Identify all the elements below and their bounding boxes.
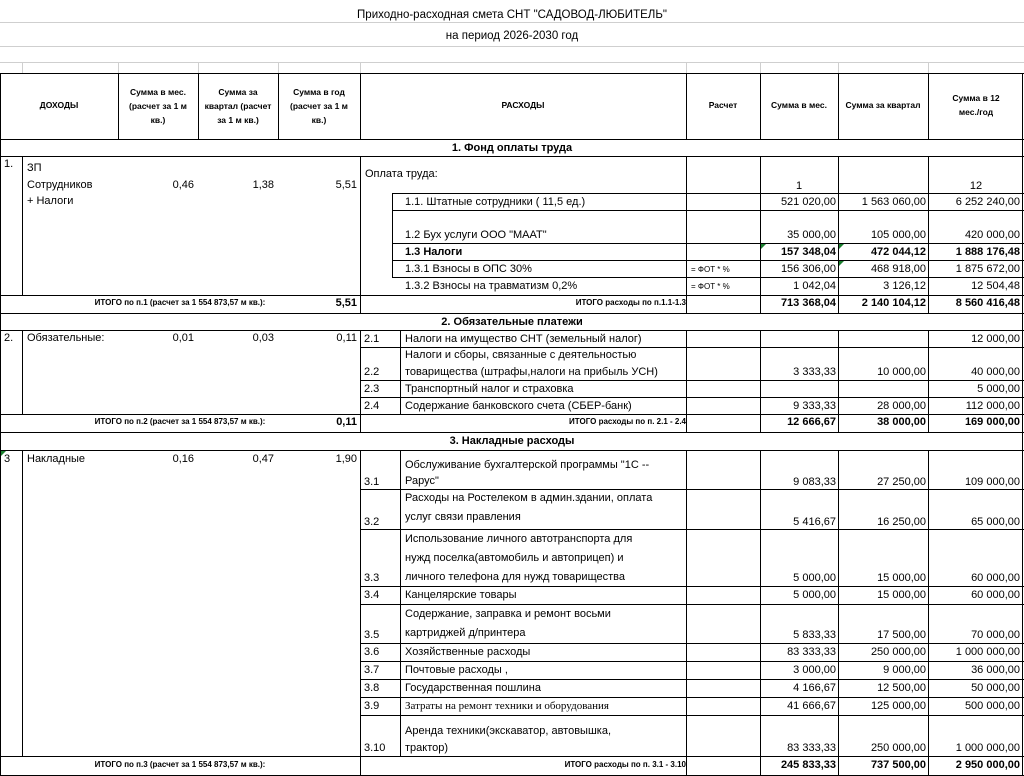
quarter-value: 28 000,00 (877, 400, 926, 412)
item-number: 2.4 (364, 400, 380, 412)
header-exp-year: мес./год (958, 107, 994, 117)
expense-item: Обслуживание бухгалтерской программы "1С -- (405, 459, 650, 471)
year-value: 60 000,00 (971, 572, 1020, 584)
calc-formula: = ФОТ * % (691, 282, 730, 291)
quarter-value: 9 000,00 (883, 664, 926, 676)
quarter-value: 105 000,00 (870, 229, 926, 241)
month-value: 1 042,04 (793, 280, 836, 292)
quarter-value: 250 000,00 (870, 646, 926, 658)
total-income-value: 0,11 (336, 416, 357, 428)
year-value: 50 000,00 (971, 682, 1020, 694)
total-month: 12 666,67 (787, 416, 836, 428)
month-value: 156 306,00 (780, 263, 836, 275)
header-per-year: (расчет за 1 м (290, 101, 348, 111)
section-title: 1. Фонд оплаты труда (451, 142, 573, 154)
expense-item: 1.1. Штатные сотрудники ( 11,5 ед.) (405, 196, 586, 208)
item-number: 3.8 (364, 682, 380, 694)
item-number: 2.2 (364, 366, 380, 378)
total-income-label: ИТОГО по п.3 (расчет за 1 554 873,57 м кв.): (94, 760, 266, 769)
month-value: 5 000,00 (793, 589, 836, 601)
year-value: 1 888 176,48 (955, 246, 1020, 258)
year-value: 420 000,00 (964, 229, 1020, 241)
total-month: 245 833,33 (780, 759, 836, 771)
document-title: Приходно-расходная смета СНТ "САДОВОД-ЛЮБИТЕЛЬ" (357, 9, 667, 21)
quarter-value: 27 250,00 (877, 476, 926, 488)
calc-formula: = ФОТ * % (691, 265, 730, 274)
total-year: 2 950 000,00 (955, 759, 1020, 771)
expense-item: Содержание, заправка и ремонт восьми (405, 608, 611, 620)
quarter-value: 17 500,00 (877, 629, 926, 641)
header-per-quarter: Сумма за (218, 87, 258, 97)
expense-item: Аренда техники(экскаватор, автовышка, (405, 725, 612, 737)
month-value: 5 833,33 (793, 629, 836, 641)
quarter-value: 468 918,00 (870, 263, 926, 275)
expense-item: личного телефона для нужд товарищества (405, 571, 625, 583)
item-number: 3.6 (364, 646, 380, 658)
total-expense-label: ИТОГО расходы по п. 3.1 - 3.10 (564, 760, 686, 769)
month-value: 35 000,00 (787, 229, 836, 241)
year-value: 36 000,00 (971, 664, 1020, 676)
income-year: 1,90 (335, 453, 357, 465)
total-income-label: ИТОГО по п.1 (расчет за 1 554 873,57 м кв.): (94, 298, 266, 307)
month-value: 521 020,00 (780, 196, 836, 208)
header-exp-year: Сумма в 12 (952, 93, 1000, 103)
quarter-value: 3 126,12 (883, 280, 926, 292)
income-label: Накладные (27, 453, 86, 465)
total-quarter: 2 140 104,12 (861, 297, 926, 309)
income-label: ЗП (27, 162, 42, 174)
year-value: 6 252 240,00 (955, 196, 1020, 208)
payroll-year: 12 (969, 180, 983, 192)
item-number: 3.3 (364, 572, 380, 584)
expense-item: Хозяйственные расходы (405, 646, 531, 658)
section-title: 2. Обязательные платежи (441, 316, 583, 328)
section-number: 3 (4, 453, 11, 465)
month-value: 157 348,04 (780, 246, 836, 258)
expense-item: нужд поселка(автомобиль и автоприцеп) и (405, 552, 624, 564)
total-quarter: 737 500,00 (870, 759, 926, 771)
income-year: 5,51 (335, 179, 357, 191)
expense-item: Почтовые расходы , (405, 664, 508, 676)
month-value: 3 333,33 (793, 366, 836, 378)
item-number: 3.7 (364, 664, 380, 676)
expense-item: Транспортный налог и страховка (405, 383, 574, 395)
income-month: 0,16 (172, 453, 194, 465)
year-value: 40 000,00 (971, 366, 1020, 378)
item-number: 3.5 (364, 629, 380, 641)
expense-item: Расходы на Ростелеком в админ.здании, оплата (405, 492, 653, 504)
year-value: 70 000,00 (971, 629, 1020, 641)
year-value: 1 875 672,00 (955, 263, 1020, 275)
item-number: 2.1 (364, 333, 380, 345)
month-value: 83 333,33 (787, 742, 836, 754)
expense-item: картриджей д/принтера (405, 627, 526, 639)
total-income-label: ИТОГО по п.2 (расчет за 1 554 873,57 м кв.): (94, 417, 266, 426)
header-expenses: РАСХОДЫ (501, 100, 545, 110)
section-number: 2. (4, 332, 14, 344)
year-value: 5 000,00 (977, 383, 1020, 395)
quarter-value: 472 044,12 (870, 246, 926, 258)
expense-item: Налоги и сборы, связанные с деятельностью (405, 349, 637, 361)
total-expense-label: ИТОГО расходы по п.1.1-1.3 (575, 298, 686, 307)
comment-marker (839, 261, 844, 266)
section-title: 3. Накладные расходы (449, 435, 575, 447)
expense-item: Канцелярские товары (405, 589, 517, 601)
item-number: 2.3 (364, 383, 380, 395)
header-per-month: (расчет за 1 м (129, 101, 187, 111)
year-value: 12 000,00 (971, 333, 1020, 345)
expense-item: Содержание банковского счета (СБЕР-банк) (405, 400, 632, 412)
expense-item: Налоги на имущество СНТ (земельный налог) (405, 333, 642, 345)
expense-item: Затраты на ремонт техники и оборудования (405, 700, 609, 712)
quarter-value: 10 000,00 (877, 366, 926, 378)
item-number: 3.10 (364, 742, 386, 754)
income-label: Обязательные: (27, 332, 105, 344)
expense-item: Использование личного автотранспорта для (405, 533, 633, 545)
total-quarter: 38 000,00 (877, 416, 926, 428)
item-number: 3.1 (364, 476, 380, 488)
expense-item: 1.3.1 Взносы в ОПС 30% (405, 263, 532, 275)
expense-item: Рарус" (405, 475, 439, 487)
year-value: 65 000,00 (971, 516, 1020, 528)
expense-item: 1.2 Бух услуги ООО "МААТ" (405, 229, 547, 241)
header-exp-quarter: Сумма за квартал (845, 100, 921, 110)
month-value: 41 666,67 (787, 700, 836, 712)
income-quarter: 0,47 (252, 453, 274, 465)
quarter-value: 12 500,00 (877, 682, 926, 694)
quarter-value: 15 000,00 (877, 589, 926, 601)
total-income-value: 5,51 (335, 297, 357, 309)
quarter-value: 125 000,00 (870, 700, 926, 712)
month-value: 4 166,67 (793, 682, 836, 694)
header-per-year: Сумма в год (293, 87, 345, 97)
year-value: 60 000,00 (971, 589, 1020, 601)
header-exp-month: Сумма в мес. (771, 100, 827, 110)
comment-marker (761, 244, 766, 249)
payroll-label: Оплата труда: (365, 168, 438, 180)
expense-item: 1.3 Налоги (405, 246, 463, 258)
total-month: 713 368,04 (780, 297, 836, 309)
item-number: 3.4 (364, 589, 380, 601)
comment-marker (839, 244, 844, 249)
total-year: 169 000,00 (964, 416, 1020, 428)
section-number: 1. (4, 158, 14, 170)
header-per-quarter: квартал (расчет (204, 101, 272, 111)
month-value: 9 083,33 (793, 476, 836, 488)
document-period: на период 2026-2030 год (445, 30, 579, 42)
year-value: 109 000,00 (964, 476, 1020, 488)
year-value: 1 000 000,00 (955, 646, 1020, 658)
month-value: 5 416,67 (793, 516, 836, 528)
quarter-value: 16 250,00 (877, 516, 926, 528)
income-quarter: 0,03 (252, 332, 274, 344)
expense-item: товарищества (штрафы,налоги на прибыль УСН) (405, 366, 658, 378)
header-per-year: кв.) (311, 115, 327, 125)
payroll-month: 1 (795, 180, 803, 192)
year-value: 500 000,00 (964, 700, 1020, 712)
expense-item: 1.3.2 Взносы на травматизм 0,2% (405, 280, 578, 292)
month-value: 83 333,33 (787, 646, 836, 658)
expense-item: Государственная пошлина (405, 682, 541, 694)
income-month: 0,46 (172, 179, 194, 191)
quarter-value: 250 000,00 (870, 742, 926, 754)
income-label: Сотрудников (27, 179, 93, 191)
month-value: 3 000,00 (793, 664, 836, 676)
header-per-quarter: за 1 м кв.) (217, 115, 259, 125)
header-per-month: кв.) (150, 115, 166, 125)
total-year: 8 560 416,48 (955, 297, 1020, 309)
quarter-value: 15 000,00 (877, 572, 926, 584)
header-per-month: Сумма в мес. (130, 87, 186, 97)
income-month: 0,01 (172, 332, 194, 344)
header-incomes: ДОХОДЫ (39, 100, 79, 110)
year-value: 12 504,48 (971, 280, 1020, 292)
expense-item: услуг связи правления (405, 511, 521, 523)
item-number: 3.2 (364, 516, 380, 528)
year-value: 1 000 000,00 (955, 742, 1020, 754)
expense-item: трактор) (405, 742, 449, 754)
quarter-value: 1 563 060,00 (861, 196, 926, 208)
header-calc: Расчет (708, 100, 738, 110)
income-label: + Налоги (27, 195, 74, 207)
income-year: 0,11 (336, 332, 357, 344)
item-number: 3.9 (364, 700, 380, 712)
total-expense-label: ИТОГО расходы по п. 2.1 - 2.4 (569, 417, 686, 426)
month-value: 9 333,33 (793, 400, 836, 412)
month-value: 5 000,00 (793, 572, 836, 584)
year-value: 112 000,00 (965, 400, 1020, 412)
income-quarter: 1,38 (252, 179, 274, 191)
